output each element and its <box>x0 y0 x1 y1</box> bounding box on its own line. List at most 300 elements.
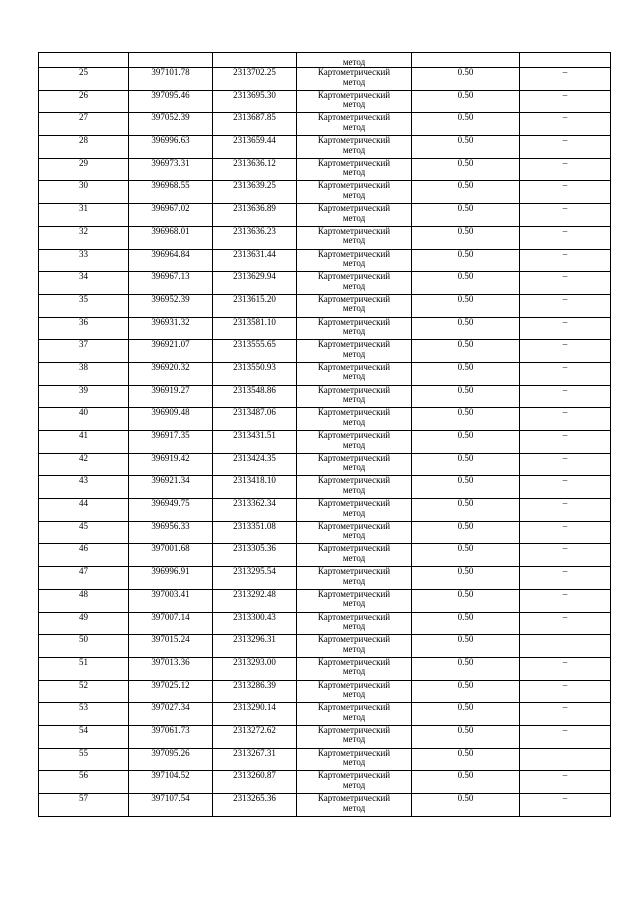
method-line-1: Картометрический <box>317 656 391 667</box>
cell-y: 2313286.39 <box>213 680 297 703</box>
cell-accuracy: 0.50 <box>412 90 520 113</box>
cell-accuracy: 0.50 <box>412 499 520 522</box>
cell-note: – <box>520 771 611 794</box>
cell-note: – <box>520 453 611 476</box>
table-row <box>39 748 611 771</box>
table-row <box>39 362 611 385</box>
cell-accuracy: 0.50 <box>412 567 520 590</box>
cell-accuracy: 0.50 <box>412 204 520 227</box>
cell-method <box>297 748 412 771</box>
cell-note: – <box>520 521 611 544</box>
method-line-2: метод <box>342 394 366 405</box>
table-row <box>39 657 611 680</box>
cell-method <box>297 635 412 658</box>
cell-number: 46 <box>39 544 129 567</box>
cell-note: – <box>520 340 611 363</box>
cell-y: 2313305.36 <box>213 544 297 567</box>
cell-method <box>297 181 412 204</box>
cell-x: 396949.75 <box>129 499 213 522</box>
cell-note: – <box>520 204 611 227</box>
cell-number: 51 <box>39 657 129 680</box>
cell-accuracy: 0.50 <box>412 181 520 204</box>
method-line-2: метод <box>342 99 366 110</box>
cell-number: 36 <box>39 317 129 340</box>
cell-y: 2313431.51 <box>213 431 297 454</box>
table-row <box>39 294 611 317</box>
cell-y <box>213 53 297 68</box>
cell-accuracy: 0.50 <box>412 158 520 181</box>
cell-number: 26 <box>39 90 129 113</box>
cell-y: 2313351.08 <box>213 521 297 544</box>
method-line-1: Картометрический <box>317 293 391 304</box>
cell-method <box>297 612 412 635</box>
cell-note: – <box>520 317 611 340</box>
cell-method <box>297 544 412 567</box>
cell-x: 397052.39 <box>129 113 213 136</box>
table-row <box>39 317 611 340</box>
cell-number: 41 <box>39 431 129 454</box>
method-line-1: Картометрический <box>317 316 391 327</box>
cell-note: – <box>520 249 611 272</box>
method-line-2: метод <box>342 598 366 609</box>
table-row <box>39 385 611 408</box>
cell-note: – <box>520 794 611 817</box>
method-line-2: метод <box>342 439 366 450</box>
continuation-row <box>39 53 611 68</box>
cell-y: 2313487.06 <box>213 408 297 431</box>
method-line-2: метод <box>342 621 366 631</box>
table-row <box>39 431 611 454</box>
cell-method <box>297 53 412 68</box>
cell-y: 2313290.14 <box>213 703 297 726</box>
cell-accuracy: 0.50 <box>412 226 520 249</box>
cell-note: – <box>520 703 611 726</box>
cell-y: 2313555.65 <box>213 340 297 363</box>
method-line-2: метод <box>342 258 366 268</box>
table-row <box>39 158 611 181</box>
method-line-2: метод <box>342 779 366 790</box>
cell-accuracy: 0.50 <box>412 431 520 454</box>
cell-y: 2313265.36 <box>213 794 297 817</box>
cell-accuracy: 0.50 <box>412 385 520 408</box>
table-row <box>39 340 611 363</box>
method-line-1: Картометрический <box>317 452 391 463</box>
table-row <box>39 499 611 522</box>
cell-y: 2313362.34 <box>213 499 297 522</box>
cell-number: 49 <box>39 612 129 635</box>
cell-note <box>520 635 611 658</box>
cell-x: 397095.26 <box>129 748 213 771</box>
method-line-1: Картометрический <box>317 361 391 372</box>
cell-x: 396919.27 <box>129 385 213 408</box>
cell-y: 2313550.93 <box>213 362 297 385</box>
cell-y: 2313295.54 <box>213 567 297 590</box>
cell-x: 396917.35 <box>129 431 213 454</box>
table-row <box>39 612 611 635</box>
cell-number: 39 <box>39 385 129 408</box>
table-row <box>39 408 611 431</box>
cell-method <box>297 703 412 726</box>
cell-y: 2313293.00 <box>213 657 297 680</box>
cell-x: 397107.54 <box>129 794 213 817</box>
cell-x: 397001.68 <box>129 544 213 567</box>
cell-note: – <box>520 589 611 612</box>
method-line-1: Картометрический <box>317 611 391 622</box>
cell-method <box>297 431 412 454</box>
cell-number: 35 <box>39 294 129 317</box>
table-row <box>39 544 611 567</box>
cell-x: 396968.01 <box>129 226 213 249</box>
cell-accuracy: 0.50 <box>412 113 520 136</box>
cell-accuracy: 0.50 <box>412 748 520 771</box>
method-line-2: метод <box>342 212 366 223</box>
cell-method <box>297 771 412 794</box>
method-line-1: Картометрический <box>317 724 391 735</box>
cell-y: 2313260.87 <box>213 771 297 794</box>
cell-note: – <box>520 226 611 249</box>
cell-method <box>297 453 412 476</box>
cell-number <box>39 53 129 68</box>
cell-x: 396931.32 <box>129 317 213 340</box>
cell-note: – <box>520 158 611 181</box>
method-line-1: Картометрический <box>317 475 391 486</box>
cell-note: – <box>520 385 611 408</box>
method-line-1: Картометрический <box>317 225 391 236</box>
method-line-2: метод <box>342 643 366 654</box>
cell-accuracy: 0.50 <box>412 453 520 476</box>
table-row <box>39 635 611 658</box>
cell-x: 397015.24 <box>129 635 213 658</box>
cell-method <box>297 113 412 136</box>
cell-note: – <box>520 181 611 204</box>
table-row <box>39 113 611 136</box>
cell-accuracy: 0.50 <box>412 317 520 340</box>
cell-note: – <box>520 725 611 748</box>
cell-number: 32 <box>39 226 129 249</box>
cell-number: 55 <box>39 748 129 771</box>
method-line-2: метод <box>342 371 366 382</box>
cell-number: 44 <box>39 499 129 522</box>
table-row <box>39 771 611 794</box>
cell-note: – <box>520 657 611 680</box>
method-line-2: метод <box>342 56 366 67</box>
cell-accuracy: 0.50 <box>412 635 520 658</box>
method-line-2: метод <box>342 507 366 518</box>
cell-method <box>297 408 412 431</box>
cell-note: – <box>520 567 611 590</box>
table-row <box>39 567 611 590</box>
cell-x: 396921.34 <box>129 476 213 499</box>
table-row <box>39 181 611 204</box>
cell-method <box>297 521 412 544</box>
cell-accuracy <box>412 53 520 68</box>
cell-accuracy: 0.50 <box>412 408 520 431</box>
cell-y: 2313702.25 <box>213 68 297 91</box>
cell-note: – <box>520 544 611 567</box>
method-line-1: Картометрический <box>317 498 391 509</box>
cell-number: 27 <box>39 113 129 136</box>
cell-number: 34 <box>39 272 129 295</box>
table-row <box>39 453 611 476</box>
method-line-2: метод <box>342 144 366 155</box>
method-line-2: метод <box>342 575 366 586</box>
method-line-1: Картометрический <box>317 793 391 803</box>
method-line-1: Картометрический <box>317 271 391 282</box>
cell-accuracy: 0.50 <box>412 771 520 794</box>
method-line-2: метод <box>342 189 366 200</box>
method-line-1: Картометрический <box>317 634 391 645</box>
cell-method <box>297 589 412 612</box>
cell-x: 397104.52 <box>129 771 213 794</box>
cell-accuracy: 0.50 <box>412 657 520 680</box>
cell-y: 2313296.31 <box>213 635 297 658</box>
method-line-1: Картометрический <box>317 702 391 713</box>
method-line-2: метод <box>342 462 366 473</box>
method-line-2: метод <box>342 416 366 427</box>
cell-y: 2313272.62 <box>213 725 297 748</box>
cell-method <box>297 136 412 159</box>
cell-method <box>297 385 412 408</box>
cell-y: 2313659.44 <box>213 136 297 159</box>
method-line-1: Картометрический <box>317 248 391 259</box>
cell-x: 396956.33 <box>129 521 213 544</box>
cell-number: 37 <box>39 340 129 363</box>
cell-y: 2313424.35 <box>213 453 297 476</box>
method-line-2: метод <box>342 711 366 722</box>
cell-y: 2313636.12 <box>213 158 297 181</box>
cell-method <box>297 249 412 272</box>
cell-method <box>297 68 412 91</box>
method-line-2: метод <box>342 76 366 87</box>
cell-x: 397013.36 <box>129 657 213 680</box>
cell-accuracy: 0.50 <box>412 794 520 817</box>
method-line-2: метод <box>342 757 366 768</box>
table-row <box>39 680 611 703</box>
cell-number: 29 <box>39 158 129 181</box>
cell-y: 2313636.89 <box>213 204 297 227</box>
cell-note <box>520 53 611 68</box>
method-line-2: метод <box>342 303 366 314</box>
method-line-1: Картометрический <box>317 112 391 123</box>
cell-x: 397007.14 <box>129 612 213 635</box>
method-line-2: метод <box>342 552 366 563</box>
cell-method <box>297 317 412 340</box>
table-row <box>39 249 611 272</box>
cell-number: 57 <box>39 794 129 817</box>
cell-accuracy: 0.50 <box>412 68 520 91</box>
cell-method <box>297 567 412 590</box>
method-line-1: Картометрический <box>317 679 391 690</box>
cell-note: – <box>520 90 611 113</box>
cell-y: 2313581.10 <box>213 317 297 340</box>
cell-accuracy: 0.50 <box>412 612 520 635</box>
method-line-1: Картометрический <box>317 157 391 168</box>
cell-method <box>297 272 412 295</box>
cell-method <box>297 794 412 817</box>
cell-note <box>520 748 611 771</box>
method-line-2: метод <box>342 666 366 677</box>
method-line-2: метод <box>342 167 366 178</box>
method-line-2: метод <box>342 530 366 541</box>
method-line-1: Картометрический <box>317 384 391 395</box>
cell-y: 2313636.23 <box>213 226 297 249</box>
method-line-1: Картометрический <box>317 135 391 146</box>
method-line-2: метод <box>342 484 366 495</box>
cell-number: 56 <box>39 771 129 794</box>
method-line-1: Картометрический <box>317 566 391 577</box>
table-body <box>39 53 611 817</box>
method-line-2: метод <box>342 348 366 359</box>
cell-note: – <box>520 476 611 499</box>
cell-number: 50 <box>39 635 129 658</box>
cell-number: 30 <box>39 181 129 204</box>
cell-y: 2313695.30 <box>213 90 297 113</box>
cell-method <box>297 725 412 748</box>
cell-note: – <box>520 612 611 635</box>
cell-note: – <box>520 68 611 91</box>
cell-x: 396996.91 <box>129 567 213 590</box>
cell-method <box>297 158 412 181</box>
cell-accuracy: 0.50 <box>412 589 520 612</box>
table-row <box>39 90 611 113</box>
cell-x: 397095.46 <box>129 90 213 113</box>
cell-y: 2313300.43 <box>213 612 297 635</box>
method-line-1: Картометрический <box>317 339 391 350</box>
cell-x: 396920.32 <box>129 362 213 385</box>
cell-number: 52 <box>39 680 129 703</box>
cell-accuracy: 0.50 <box>412 725 520 748</box>
cell-x: 396967.02 <box>129 204 213 227</box>
cell-number: 53 <box>39 703 129 726</box>
cell-y: 2313267.31 <box>213 748 297 771</box>
table-row <box>39 794 611 817</box>
method-line-1: Картометрический <box>317 770 391 781</box>
cell-x: 397101.78 <box>129 68 213 91</box>
cell-method <box>297 340 412 363</box>
method-line-1: Картометрический <box>317 203 391 214</box>
cell-method <box>297 476 412 499</box>
method-line-2: метод <box>342 802 366 813</box>
cell-x: 396921.07 <box>129 340 213 363</box>
cell-note: – <box>520 680 611 703</box>
cell-note: – <box>520 499 611 522</box>
table-row <box>39 589 611 612</box>
cell-accuracy: 0.50 <box>412 521 520 544</box>
cell-method <box>297 226 412 249</box>
cell-note: – <box>520 362 611 385</box>
method-line-1: Картометрический <box>317 543 391 554</box>
cell-y: 2313548.86 <box>213 385 297 408</box>
cell-method <box>297 90 412 113</box>
cell-x: 396968.55 <box>129 181 213 204</box>
cell-number: 25 <box>39 68 129 91</box>
cell-x: 396996.63 <box>129 136 213 159</box>
table-row <box>39 521 611 544</box>
cell-x <box>129 53 213 68</box>
cell-method <box>297 362 412 385</box>
cell-y: 2313631.44 <box>213 249 297 272</box>
coordinates-table <box>38 52 611 817</box>
method-line-1: Картометрический <box>317 520 391 531</box>
cell-y: 2313418.10 <box>213 476 297 499</box>
table-row <box>39 703 611 726</box>
method-line-2: метод <box>342 326 366 337</box>
cell-accuracy: 0.50 <box>412 703 520 726</box>
cell-y: 2313629.94 <box>213 272 297 295</box>
cell-method <box>297 499 412 522</box>
cell-accuracy: 0.50 <box>412 340 520 363</box>
method-line-1: Картометрический <box>317 180 391 191</box>
cell-y: 2313615.20 <box>213 294 297 317</box>
cell-x: 397003.41 <box>129 589 213 612</box>
cell-accuracy: 0.50 <box>412 362 520 385</box>
cell-accuracy: 0.50 <box>412 476 520 499</box>
cell-method <box>297 204 412 227</box>
cell-method <box>297 657 412 680</box>
cell-x: 397025.12 <box>129 680 213 703</box>
cell-accuracy: 0.50 <box>412 294 520 317</box>
cell-number: 31 <box>39 204 129 227</box>
table-row <box>39 725 611 748</box>
method-line-1: Картометрический <box>317 747 391 758</box>
table-row <box>39 68 611 91</box>
cell-x: 396967.13 <box>129 272 213 295</box>
cell-note: – <box>520 294 611 317</box>
cell-accuracy: 0.50 <box>412 680 520 703</box>
cell-x: 396919.42 <box>129 453 213 476</box>
cell-accuracy: 0.50 <box>412 136 520 159</box>
cell-y: 2313687.85 <box>213 113 297 136</box>
cell-y: 2313292.48 <box>213 589 297 612</box>
cell-y: 2313639.25 <box>213 181 297 204</box>
method-line-2: метод <box>342 121 366 132</box>
cell-note: – <box>520 431 611 454</box>
cell-note: – <box>520 136 611 159</box>
cell-number: 38 <box>39 362 129 385</box>
method-line-1: Картометрический <box>317 89 391 100</box>
cell-number: 33 <box>39 249 129 272</box>
cell-x: 396909.48 <box>129 408 213 431</box>
method-line-2: метод <box>342 734 366 745</box>
method-line-2: метод <box>342 280 366 291</box>
cell-number: 28 <box>39 136 129 159</box>
table-row <box>39 476 611 499</box>
cell-number: 47 <box>39 567 129 590</box>
method-line-1: Картометрический <box>317 430 391 440</box>
cell-x: 397061.73 <box>129 725 213 748</box>
cell-note: – <box>520 272 611 295</box>
table-row <box>39 226 611 249</box>
cell-method <box>297 680 412 703</box>
table-row <box>39 136 611 159</box>
cell-x: 396952.39 <box>129 294 213 317</box>
cell-number: 40 <box>39 408 129 431</box>
table-row <box>39 204 611 227</box>
cell-number: 43 <box>39 476 129 499</box>
cell-accuracy: 0.50 <box>412 249 520 272</box>
cell-number: 45 <box>39 521 129 544</box>
method-line-2: метод <box>342 235 366 246</box>
cell-accuracy: 0.50 <box>412 272 520 295</box>
cell-x: 397027.34 <box>129 703 213 726</box>
cell-method <box>297 294 412 317</box>
cell-x: 396973.31 <box>129 158 213 181</box>
cell-number: 54 <box>39 725 129 748</box>
cell-accuracy: 0.50 <box>412 544 520 567</box>
cell-x: 396964.84 <box>129 249 213 272</box>
method-line-2: метод <box>342 689 366 700</box>
cell-number: 42 <box>39 453 129 476</box>
